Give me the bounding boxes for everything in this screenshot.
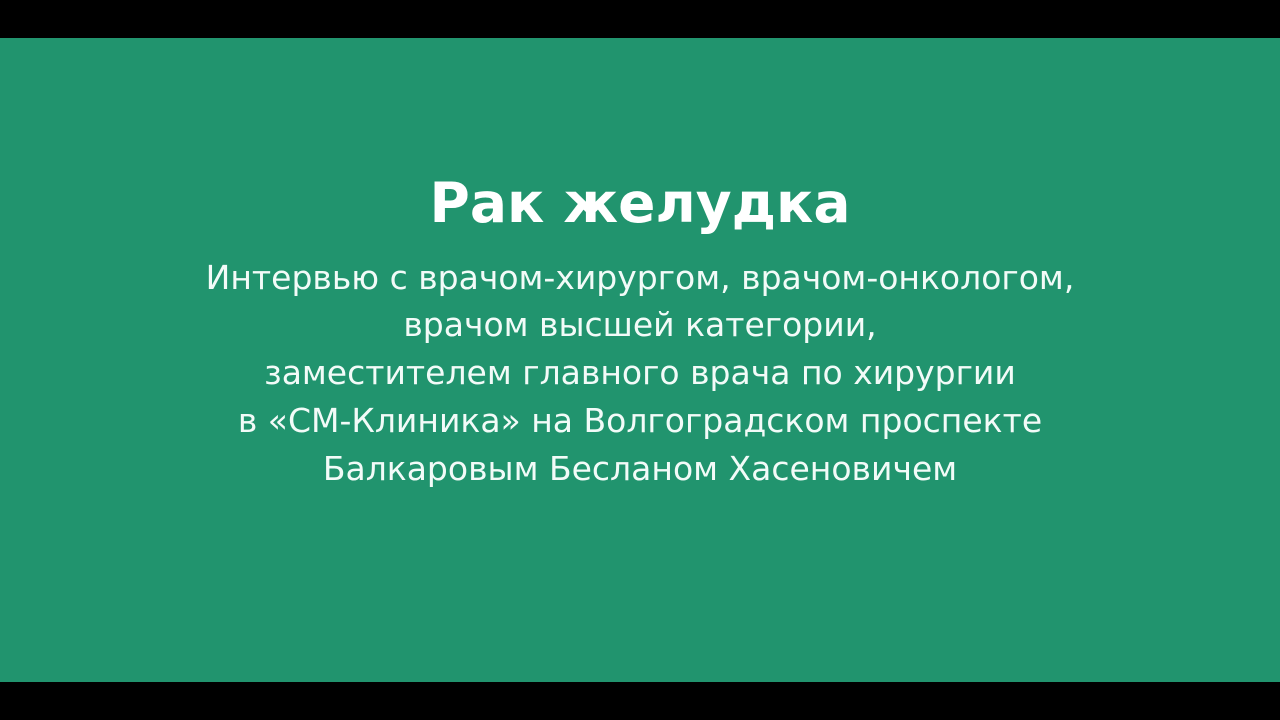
subtitle-line: Интервью с врачом-хирургом, врачом-онкологом, xyxy=(205,257,1075,297)
letterbox-bottom-bar xyxy=(0,682,1280,720)
subtitle-line: Балкаровым Бесланом Хасеновичем xyxy=(322,448,958,488)
page-title: Рак желудка xyxy=(429,171,851,235)
letterbox-top-bar xyxy=(0,0,1280,38)
slide-subtitle xyxy=(206,254,1075,493)
subtitle-line: врачом высшей категории, xyxy=(403,305,877,345)
title-slide xyxy=(0,38,1280,682)
subtitle-line: заместителем главного врача по хирургии xyxy=(264,353,1016,393)
subtitle-line: в «СМ-Клиника» на Волгоградском проспекте xyxy=(237,401,1043,441)
